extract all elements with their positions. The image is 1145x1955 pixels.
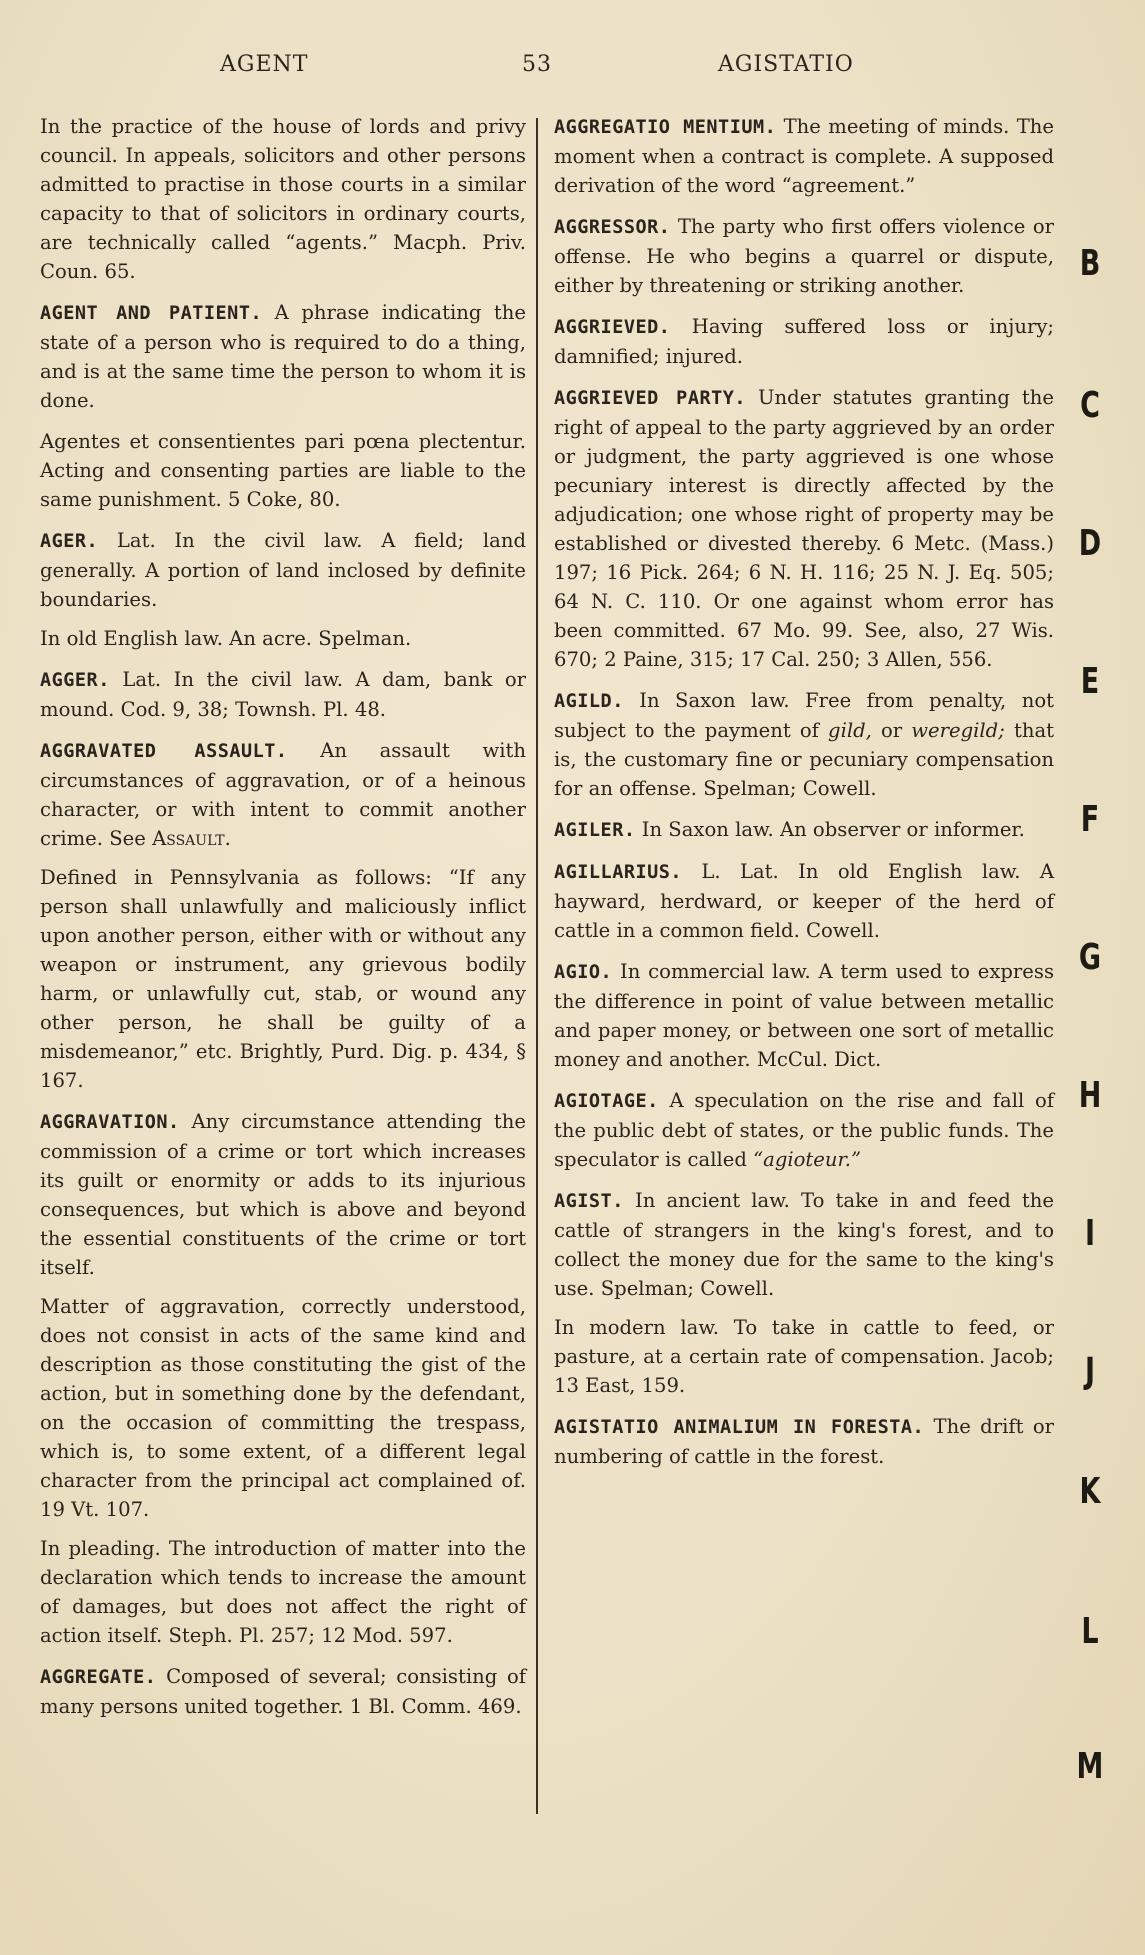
entry-paragraph	[554, 312, 1054, 371]
entry-paragraph	[40, 298, 526, 415]
thumb-index-letter: H	[1078, 1075, 1102, 1116]
entry-headword: AGIST.	[554, 1191, 624, 1212]
thumb-index-letter: E	[1080, 661, 1100, 702]
entry-headword: AGILD.	[554, 691, 624, 712]
entry-text: Agentes et consentientes pari pœna plectentur. Acting and consenting parties are liable to the same punishment. 5 Coke, 80.	[40, 430, 526, 511]
entry-text: In old English law. An acre. Spelman.	[40, 627, 412, 650]
entry-text: Defined in Pennsylvania as follows: “If any person shall unlawfully and maliciously inflict upon another person, either with or without any weapon or instrument, any grievous bodily harm, or unlawfully cut, stab, or wound any other person, he shall be guilty of a misdemeanor,” etc. Brightly, Purd. Dig. p. 434, § 167.	[40, 866, 526, 1092]
thumb-index	[1068, 0, 1128, 1955]
entry-paragraph	[40, 427, 526, 514]
entry-text: In the practice of the house of lords and privy council. In appeals, solicitors and other persons admitted to practise in those courts in a similar capacity to that of solicitors in ordinary courts, are technically called “agents.” Macph. Priv. Coun. 65.	[40, 115, 526, 283]
entry-paragraph	[554, 212, 1054, 300]
entry-headword: AGENT AND PATIENT.	[40, 303, 263, 324]
entry-headword: AGILER.	[554, 820, 636, 841]
entry-paragraph	[40, 1534, 526, 1650]
entry-paragraph	[554, 957, 1054, 1074]
entry-paragraph	[40, 1292, 526, 1524]
entry-headword: AGGREGATE.	[40, 1667, 157, 1688]
entry-headword: AGGER.	[40, 670, 110, 691]
dictionary-entry	[554, 383, 1054, 674]
dictionary-entry	[554, 212, 1054, 300]
entry-text: In pleading. The introduction of matter into the declaration which tends to increase the amount of damages, but does not affect the right of action itself. Steph. Pl. 257; 12 Mod. 597.	[40, 1537, 526, 1647]
entry-headword: AGGRIEVED.	[554, 317, 671, 338]
entry-emphasis: weregild;	[911, 719, 1005, 742]
entry-paragraph	[554, 815, 1054, 845]
entry-headword: AGGRAVATION.	[40, 1112, 180, 1133]
dictionary-entry	[40, 112, 526, 286]
entry-headword: AGIO.	[554, 962, 613, 983]
entry-text: or	[881, 719, 903, 742]
entry-headword: AGIOTAGE.	[554, 1091, 659, 1112]
entry-text: Having suffered loss or injury; damnified; injured.	[554, 315, 1054, 368]
entry-emphasis: “agioteur.”	[753, 1148, 861, 1171]
entry-text: A phrase indicating the state of a person who is required to do a thing, and is at the same time the person to whom it is done.	[40, 301, 527, 412]
dictionary-entry	[40, 427, 526, 514]
entry-headword: AGGRESSOR.	[554, 217, 671, 238]
running-header	[0, 52, 1145, 92]
entry-paragraph	[40, 736, 526, 853]
entry-paragraph	[554, 1086, 1054, 1174]
entry-paragraph	[40, 863, 526, 1095]
page-number: 53	[522, 52, 552, 77]
column-divider	[536, 118, 538, 1814]
dictionary-entry	[40, 665, 526, 724]
thumb-index-letter: L	[1081, 1611, 1099, 1652]
thumb-index-letter: D	[1078, 523, 1102, 564]
dictionary-entry	[40, 1107, 526, 1650]
header-left-guideword: AGENT	[220, 52, 309, 77]
entry-text: A speculation on the rise and fall of the public debt of states, or the public funds. The speculator is called	[554, 1089, 1055, 1171]
entry-paragraph	[40, 1107, 526, 1282]
entry-paragraph	[554, 1313, 1054, 1400]
entry-headword: AGGREGATIO MENTIUM.	[554, 117, 777, 138]
entry-paragraph	[40, 665, 526, 724]
entry-text: Lat. In the civil law. A dam, bank or mound. Cod. 9, 38; Townsh. Pl. 48.	[40, 668, 526, 721]
thumb-index-letter: I	[1084, 1213, 1096, 1254]
entry-text: An assault with circumstances of aggravation, or of a heinous character, or with intent to commit another crime. See	[40, 739, 526, 850]
entry-paragraph	[554, 686, 1054, 803]
header-right-guideword: AGISTATIO	[718, 52, 854, 77]
thumb-index-letter: G	[1078, 937, 1102, 978]
entry-paragraph	[554, 1186, 1054, 1303]
entry-paragraph	[40, 1662, 526, 1721]
dictionary-entry	[554, 815, 1054, 845]
entry-paragraph	[554, 1412, 1054, 1471]
dictionary-entry	[40, 298, 526, 415]
entry-paragraph	[40, 112, 526, 286]
entry-text: In modern law. To take in cattle to feed, or pasture, at a certain rate of compensation. Jacob; 13 East, 159.	[554, 1316, 1054, 1397]
dictionary-entry	[554, 112, 1054, 200]
entry-text: In Saxon law. An observer or informer.	[641, 818, 1025, 841]
entry-text: Composed of several; consisting of many persons united together. 1 Bl. Comm. 469.	[40, 1665, 526, 1718]
entry-text: The party who first offers violence or offense. He who begins a quarrel or dispute, either by threatening or striking another.	[554, 215, 1054, 297]
entry-paragraph	[40, 624, 526, 653]
dictionary-entry	[554, 1086, 1054, 1174]
entry-text: Any circumstance attending the commission of a crime or tort which increases its guilt or enormity or adds to its injurious consequences, but which is above and beyond the essential constituents of the crime or tort itself.	[40, 1110, 526, 1279]
dictionary-entry	[554, 1412, 1054, 1471]
dictionary-entry	[40, 736, 526, 1095]
left-column	[40, 112, 526, 1733]
entry-text: The drift or numbering of cattle in the forest.	[554, 1415, 1054, 1468]
entry-headword: AGGRAVATED ASSAULT.	[40, 741, 288, 762]
thumb-index-letter: C	[1080, 385, 1100, 426]
entry-text: .	[224, 827, 231, 850]
dictionary-entry	[554, 957, 1054, 1074]
entry-text: In commercial law. A term used to express the difference in point of value between metallic and paper money, or between one sort of metallic money and another. McCul. Dict.	[554, 960, 1055, 1071]
thumb-index-letter: J	[1084, 1351, 1096, 1392]
dictionary-entry	[554, 857, 1054, 945]
entry-text: L. Lat. In old English law. A hayward, herdward, or keeper of the herd of cattle in a common field. Cowell.	[554, 860, 1054, 942]
entry-emphasis: gild,	[828, 719, 872, 742]
entry-text: Under statutes granting the right of appeal to the party aggrieved by an order or judgment, the party aggrieved is one whose pecuniary interest is directly affected by the adjudication; one whose right of property may be established or divested thereby. 6 Metc. (Mass.) 197; 16 Pick. 264; 6 N. H. 116; 25 N. J. Eq. 505; 64 N. C. 110. Or one against whom error has been committed. 67 Mo. 99. See, also, 27 Wis. 670; 2 Paine, 315; 17 Cal. 250; 3 Allen, 556.	[554, 386, 1054, 671]
entry-text: that is, the customary fine or pecuniary compensation for an offense. Spelman; Cowell.	[554, 719, 1055, 800]
entry-headword: AGGRIEVED PARTY.	[554, 388, 747, 409]
entry-paragraph	[554, 383, 1054, 674]
thumb-index-letter: M	[1076, 1746, 1104, 1787]
entry-paragraph	[554, 857, 1054, 945]
entry-paragraph	[554, 112, 1054, 200]
dictionary-entry	[554, 1186, 1054, 1400]
thumb-index-letter: B	[1079, 243, 1101, 284]
entry-headword: AGER.	[40, 531, 99, 552]
entry-paragraph	[40, 526, 526, 614]
thumb-index-letter: F	[1080, 799, 1100, 840]
dictionary-entry	[554, 686, 1054, 803]
dictionary-entry	[40, 1662, 526, 1721]
entry-cross-reference: Assault	[152, 827, 225, 850]
entry-text: In Saxon law. Free from penalty, not subject to the payment of	[554, 689, 1054, 742]
entry-text: In ancient law. To take in and feed the cattle of strangers in the king's forest, and to collect the money due for the same to the king's use. Spelman; Cowell.	[554, 1189, 1054, 1300]
entry-headword: AGILLARIUS.	[554, 862, 683, 883]
entry-text: Lat. In the civil law. A field; land generally. A portion of land inclosed by definite boundaries.	[40, 529, 526, 611]
thumb-index-letter: K	[1079, 1471, 1101, 1512]
entry-text: Matter of aggravation, correctly understood, does not consist in acts of the same kind and description as those constituting the gist of the action, but in something done by the defendant, on the occasion of committing the trespass, which is, to some extent, of a different legal character from the principal act complained of. 19 Vt. 107.	[40, 1295, 526, 1521]
dictionary-entry	[40, 526, 526, 653]
entry-headword: AGISTATIO ANIMALIUM IN FORESTA.	[554, 1417, 925, 1438]
entry-text: The meeting of minds. The moment when a contract is complete. A supposed derivation of the word “agreement.”	[554, 115, 1054, 197]
dictionary-entry	[554, 312, 1054, 371]
right-column	[554, 112, 1054, 1483]
